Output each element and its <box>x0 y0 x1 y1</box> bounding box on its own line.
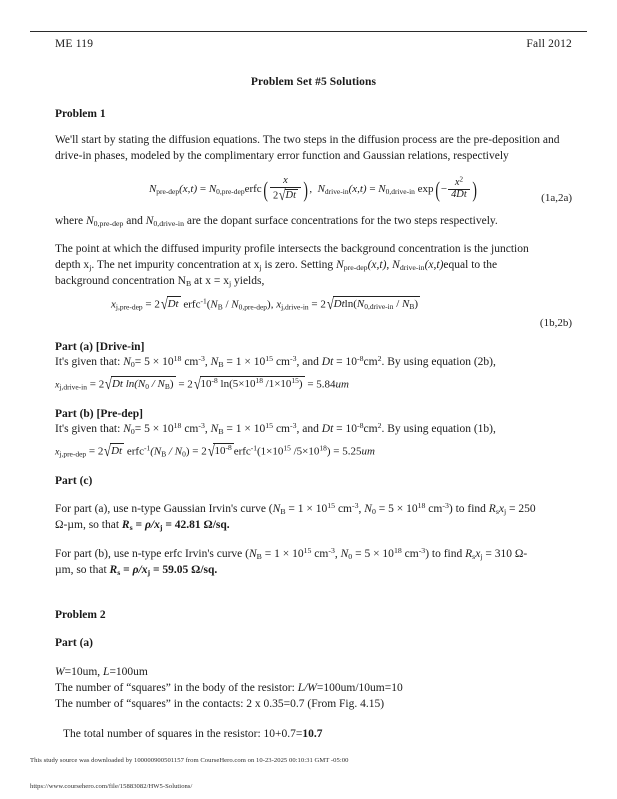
part-b-eq-x-sub: j,pre-dep <box>59 449 87 459</box>
part-a-cm-sup: -3 <box>198 353 205 363</box>
eq1b-NB: N <box>210 298 218 311</box>
part-a-Dt-unit-sup: 2 <box>377 353 382 363</box>
eq2b-sqrt <box>326 296 420 314</box>
eq1-equals: = <box>199 183 207 196</box>
part-c-p2-xj: x <box>475 548 481 561</box>
part-b-equation <box>55 443 572 461</box>
part-c-p1-slashxj: /x <box>150 518 160 531</box>
part-a-NB-sub: B <box>218 360 224 370</box>
eq2b-radicand <box>333 296 420 310</box>
part-a-radical-2: √ <box>193 375 201 393</box>
eq1b-radicand-text: Dt <box>167 298 179 311</box>
header-divider <box>30 31 587 32</box>
Ndrivein-sub: drive-in <box>399 263 425 273</box>
part-c-p2-tail: ) to find <box>425 548 466 561</box>
part-b-rad1-text: Dt <box>111 444 123 457</box>
part-b-args1-sub2: 0 <box>182 449 186 459</box>
part-b-args1: (N <box>150 445 162 458</box>
part-c-p2-NB-sub: B <box>256 552 262 562</box>
part-b-and: , and <box>296 422 322 435</box>
eq2-N-drive: N <box>317 183 325 196</box>
Npredep-args: (x,t) <box>367 259 387 272</box>
eq1-sqrt <box>278 188 298 204</box>
eq2-open-paren: ( <box>434 177 440 203</box>
N0-pre-dep-sub: 0,pre-dep <box>93 218 124 228</box>
eq1-comma: , <box>309 183 313 196</box>
part-b-given-tail: . By using equation (1b), <box>381 422 496 435</box>
part-c-p1-intro: For part (a), use n-type Gaussian Irvin's curve ( <box>55 502 273 515</box>
part-b-eq-equals-2: = <box>192 445 199 458</box>
eq2-frac-num-sup: 2 <box>459 175 463 184</box>
part-b-args2: (1×10 <box>257 445 284 458</box>
eq1-radicand <box>285 189 298 202</box>
part-b-erfc-2: erfc <box>233 445 251 458</box>
eq1-N0-sub: 0,pre-dep <box>216 187 245 197</box>
eq1b-NB-sub: B <box>217 302 223 312</box>
part-c-p1-N0-val: = 5 × 10 <box>375 502 418 515</box>
eq1-radical-sign: √ <box>279 186 286 204</box>
part-c-p1-N0: N <box>364 502 372 515</box>
part-c-paragraph-1: For part (a), use n-type Gaussian Irvin's curve ($N_B = 1 \times 10^{15}$ $cm^{-3}$, $N_0 = 5 \times 10^{18}$ $cm^{-3}$) to find $R_sx_j = 250$ Ω-µm, so that $R_s = \rho/x_j = 42.81$ Ω/sq. <box>55 500 536 532</box>
part-c-p2-val: = 310 Ω- <box>482 548 528 561</box>
equation-1b-2b <box>55 296 572 314</box>
part-c-p2-intro: For part (b), use n-type erfc Irvin's curve ( <box>55 548 249 561</box>
part-c-p1-Rs2: R <box>121 518 130 531</box>
part-b-args1-sub: B <box>161 449 167 459</box>
junction-mid-sub: j <box>259 263 262 273</box>
part-c-p2-N0-sub: 0 <box>348 552 353 562</box>
background-at-x-sub: j <box>228 279 232 289</box>
part-c-p1-tail: ) to find <box>448 502 489 515</box>
part-a-rad1-close: ) <box>169 377 174 390</box>
problem-2-total-line <box>55 727 572 743</box>
part-a-given-pre: It's given that: <box>55 356 124 369</box>
part-c-p2-N0-val: = 5 × 10 <box>352 548 394 561</box>
part-a-heading: Part (a) [Drive-in] <box>55 341 145 354</box>
part-b-Dt-unit-sup: 2 <box>377 420 382 430</box>
total-squares-value: 10.7 <box>302 727 323 740</box>
part-c-p1-cm-sup: -3 <box>352 500 359 510</box>
eq1b-N0p-sub: 0,pre-dep <box>238 302 268 312</box>
part-c-p1-N0-sub: 0 <box>371 506 376 516</box>
eq2b-coef: 2 <box>320 298 326 311</box>
part-a-given: It's given that: $N_0= 5 \times 10^{18}$ $cm^{-3}$, $N_B = 1 \times 10^{15}$ $cm^{-3}$, and $Dt = 10^{-8}cm^2$. By using equation (2b), <box>55 353 496 370</box>
part-b-given-pre: It's given that: <box>55 422 124 435</box>
eq1b-radical-sign: √ <box>160 296 168 314</box>
equation-tag-1a2a: (1a,2a) <box>541 191 572 204</box>
part-b-radicand-2 <box>213 443 233 457</box>
part-a-rad2-sup3: 15 <box>291 376 299 386</box>
part-c-p2-N0: N <box>340 548 349 561</box>
part-b-NB: N <box>210 422 219 435</box>
eq1b-comma: , <box>270 298 274 311</box>
surface-conc-text: are the dopant surface concentrations for the two steps respectively. <box>183 214 498 227</box>
resistor-length-symbol: L <box>103 666 110 679</box>
part-c-p2-rho: ρ <box>132 564 139 577</box>
eq1b-erfc-inverse: -1 <box>200 296 207 306</box>
Npredep-sub: pre-dep <box>343 263 368 273</box>
eq1-N0: N <box>208 183 217 196</box>
part-a-eq-coef-2: 2 <box>187 378 193 391</box>
part-b-cm: cm <box>181 422 199 435</box>
part-a-cm2: cm <box>273 356 291 369</box>
squares-contacts-line: The number of “squares” in the contacts: 2 x 0.35=0.7 (From Fig. 4.15) <box>55 697 385 710</box>
term-label: Fall 2012 <box>526 38 572 50</box>
part-b-args1-close: ) <box>185 445 190 458</box>
source-url[interactable]: https://www.coursehero.com/file/15883082/HW5-Solutions/ <box>30 783 193 790</box>
part-b-result: = 5.25 <box>333 445 362 458</box>
part-b-result-unit: um <box>361 445 375 458</box>
part-a-eq-equals-2: = <box>178 378 185 391</box>
part-c-p1-Rs: R <box>488 502 496 515</box>
part-a-rad1-sub: 0 <box>145 382 149 392</box>
eq2b-N0d: N <box>356 298 365 311</box>
part-b-radicand-1 <box>110 443 124 457</box>
part-b-cm2-sup: -3 <box>290 420 297 430</box>
part-b-erfc-inv: -1 <box>143 443 151 453</box>
part-b-args1-mid: / N <box>166 445 183 458</box>
problem-1-heading: Problem 1 <box>55 108 106 120</box>
part-a-radicand-2 <box>200 376 305 390</box>
part-b-Dt-unit: cm <box>363 422 378 435</box>
eq1-frac-num-x: x <box>283 174 288 186</box>
part-b-args2-sup: 15 <box>283 443 291 453</box>
part-b-Dt-val: = 10 <box>333 422 358 435</box>
part-c-p2-line2b: = 59.05 Ω/sq. <box>150 564 218 577</box>
part-c-p1-xj-sub: j <box>503 506 507 516</box>
part-c-p1-NB: N <box>272 502 281 515</box>
eq1-erfc: erfc <box>244 183 262 196</box>
eq2b-Dt: Dt <box>333 298 345 311</box>
resistor-width-value: =10um, <box>64 666 104 679</box>
part-b-eq-coef: 2 <box>97 445 104 458</box>
junction-line-1: The point at which the diffused impurity profile intersects the background concentration is the junction <box>55 243 529 256</box>
part-b-Dt-sup: -8 <box>357 420 364 430</box>
eq1-radicand-text: Dt <box>285 189 296 201</box>
eq2-fraction <box>448 175 470 201</box>
background-conc-sub: B <box>185 279 192 289</box>
part-b-erfc-inv-2: -1 <box>250 443 258 453</box>
part-c-p2-Rs-sub: s <box>472 552 476 562</box>
eq2-minus: − <box>440 183 448 196</box>
document-title: Problem Set #5 Solutions <box>250 76 377 88</box>
part-c-p2-eqrho: = <box>120 564 133 577</box>
background-at-x: at x = x <box>191 275 229 288</box>
part-a-rad1-sub2: B <box>164 382 170 392</box>
N0-drive-in-sub: 0,drive-in <box>153 218 184 228</box>
part-a-rad2-close: ) <box>298 377 303 390</box>
part-c-p2-cm2: cm <box>401 548 419 561</box>
part-a-radicand-1 <box>111 376 176 390</box>
part-a-rad2-base: 10 <box>200 377 212 390</box>
eq1-fraction <box>270 176 301 204</box>
part-c-p2-NB-sup: 15 <box>303 546 312 556</box>
part-b-N0-val: = 5 × 10 <box>134 422 174 435</box>
eq1-N-pre: N <box>148 183 157 196</box>
eq2-N-drive-sub: drive-in <box>324 187 349 197</box>
eq2-close-paren: ) <box>472 177 477 203</box>
part-b-rad2-sup: -8 <box>225 442 232 452</box>
problem-2-part-a-body <box>55 665 572 713</box>
part-b-args2-mid: /5×10 <box>290 445 320 458</box>
problem-2-heading: Problem 2 <box>55 609 106 622</box>
part-b-cm-sup: -3 <box>198 420 205 430</box>
eq2b-NB: N <box>402 298 410 311</box>
part-c-p1-NB-sub: B <box>280 506 286 516</box>
part-a-N0-sub: 0 <box>130 360 135 370</box>
part-a-N0-val: = 5 × 10 <box>134 356 174 369</box>
part-c-heading: Part (c) <box>55 474 93 487</box>
part-b-NB-val: = 1 × 10 <box>223 422 266 435</box>
part-b-erfc: erfc <box>126 445 144 458</box>
part-b-args2-close: ) <box>326 445 331 458</box>
eq1b-sqrt <box>160 296 181 314</box>
Ndrivein-symbol: N <box>392 259 400 272</box>
Ndrivein-args: (x,t) <box>424 259 444 272</box>
eq2-args: (x,t) <box>348 183 367 196</box>
eq2-exp: exp <box>417 183 434 196</box>
eq2b-ln: ln( <box>344 298 357 311</box>
part-c-p2-cm: cm <box>311 548 329 561</box>
part-c-p1-N0-sup: 18 <box>417 500 426 510</box>
part-b-eq-equals: = <box>88 445 96 458</box>
eq2-N0-sub: 0,drive-in <box>385 187 415 197</box>
part-c-p1-xj: x <box>498 502 504 515</box>
part-c-p1-cm2: cm <box>425 502 443 515</box>
part-c-p1-NB-sup: 15 <box>327 500 336 510</box>
part-a-Dt: Dt <box>321 356 334 369</box>
resistor-width-symbol: W <box>55 666 65 679</box>
part-b-radical-1: √ <box>104 442 112 460</box>
part-a-rad2-mid: /1×10 <box>262 377 292 390</box>
part-c-p1-cm: cm <box>335 502 353 515</box>
eq1b-x-sub: j,pre-dep <box>115 302 143 312</box>
eq1b-open: ( <box>206 298 211 311</box>
part-c-p2-cm2-sup: -3 <box>418 546 426 556</box>
eq1-frac-den-coef: 2 <box>273 190 279 202</box>
N0-pre-dep-symbol: N <box>85 214 94 227</box>
part-c-p1-line2b: = 42.81 Ω/sq. <box>162 518 230 531</box>
eq1b-slash: / <box>222 298 232 311</box>
eq2b-x-sub: j,drive-in <box>281 302 309 312</box>
junction-depth-sub: j <box>89 263 92 273</box>
part-b-NB-sub: B <box>218 427 224 437</box>
eq2-frac-den-text: 4Dt <box>451 189 467 201</box>
eq1b-x: x <box>111 298 116 311</box>
eq2b-x: x <box>276 298 282 311</box>
eq1b-N0p: N <box>231 298 239 311</box>
part-a-sqrt-2 <box>193 376 305 394</box>
eq2b-equals: = <box>311 298 318 311</box>
problem-1-intro: We'll start by stating the diffusion equations. The two steps in the diffusion process are the pre-deposition and drive-in phases, modeled by the complimentary error function and Gaussian relations, respectively <box>55 134 560 162</box>
part-c-p2-xj-sub: j <box>480 552 483 562</box>
eq2b-NB-sub: B <box>409 302 415 312</box>
part-b-heading: Part (b) [Pre-dep] <box>55 407 143 420</box>
part-a-equation <box>55 376 572 394</box>
problem-2-part-a-heading: Part (a) <box>55 637 93 650</box>
squares-body-value: =100um/10um=10 <box>316 682 403 695</box>
part-c-p2-slashxj: /x <box>138 564 148 577</box>
where-label: where <box>55 214 86 227</box>
eq1b-close: ) <box>267 298 271 311</box>
eq2-frac-num-x: x <box>454 177 460 189</box>
part-a-Dt-val: = 10 <box>333 356 358 369</box>
part-a-rad1-mid: / N <box>149 377 165 390</box>
and-label: and <box>123 214 146 227</box>
part-c-p1-Rs-sub: s <box>495 506 499 516</box>
junction-depth-label: depth x <box>55 259 90 272</box>
part-b-Dt: Dt <box>321 422 334 435</box>
eq2-N0: N <box>378 183 386 196</box>
part-c-p1-NB-val: = 1 × 10 <box>285 502 328 515</box>
part-c-p1-Rs-bold <box>122 519 230 531</box>
part-c-p1-val: = 250 <box>506 502 536 515</box>
part-b-args2-sup2: 18 <box>319 443 327 453</box>
part-c-paragraph-2: For part (b), use n-type erfc Irvin's curve ($N_B = 1 \times 10^{15}$ $cm^{-3}$, $N_0 = 5 \times 10^{18}$ $cm^{-3}$) to find $R_sx_j = 310$ Ω- µm, so that $R_s = \rho/x_j = 59.05$ Ω/sq. <box>55 546 528 578</box>
part-c-p2-cm-sup: -3 <box>328 546 335 556</box>
part-a-radical-1: √ <box>105 375 113 393</box>
part-a-given-tail: . By using equation (2b), <box>381 356 496 369</box>
eq1-frac-num <box>270 176 301 188</box>
part-b-rad2-base: 10 <box>214 444 226 457</box>
part-a-rad1-text: Dt ln(N <box>111 377 146 390</box>
page-header <box>55 38 572 50</box>
equation-tag-1b2b: (1b,2b) <box>539 317 572 330</box>
N0-drive-in-symbol: N <box>145 214 154 227</box>
part-a-eq-x: x <box>55 379 60 391</box>
part-a-sqrt-1 <box>104 376 175 394</box>
part-c-p2-NB: N <box>248 548 257 561</box>
part-c-p1-rho: ρ <box>144 518 151 531</box>
part-c-p2-N0-sup: 18 <box>393 546 402 556</box>
part-c-p2-Rs2: R <box>109 564 118 577</box>
part-a-N0: N <box>123 356 131 369</box>
eq1b-equals: = <box>145 298 152 311</box>
part-b-NB-sup: 15 <box>265 420 274 430</box>
part-a-rad2-ln: ln(5×10 <box>217 377 256 390</box>
course-code: ME 119 <box>55 38 94 50</box>
part-a-eq-x-sub: j,drive-in <box>59 382 87 392</box>
eq2-frac-den <box>448 190 470 201</box>
equation-1a-2a <box>55 176 572 204</box>
eq1-args: (x,t) <box>179 183 198 196</box>
equation-1a-body <box>148 174 478 204</box>
part-a-rad2-sup2: 18 <box>255 376 263 386</box>
part-b-N0-sup: 18 <box>173 420 182 430</box>
part-c-p1-Rs2-sub: s <box>129 522 133 532</box>
download-notice: This study source was downloaded by 100000900501157 from CourseHero.com on 10-23-2025 00:10:31 GMT -05:00 <box>30 757 349 764</box>
eq1b-coef: 2 <box>154 298 160 311</box>
part-c-p1-eqrho: = <box>132 518 145 531</box>
part-a-NB-val: = 1 × 10 <box>223 356 266 369</box>
part-c-p2-Rs: R <box>465 548 473 561</box>
eq1b-erfc: erfc <box>183 298 201 311</box>
eq2b-radical-sign: √ <box>326 296 334 314</box>
eq1-frac-den <box>270 188 301 204</box>
resistor-length-value: =100um <box>109 666 148 679</box>
total-squares-label: The total number of squares in the resistor: 10+0.7= <box>63 727 303 740</box>
eq2b-slash: / <box>393 298 403 311</box>
part-a-Dt-sup: -8 <box>357 353 364 363</box>
part-a-and: , and <box>296 356 322 369</box>
part-b-N0: N <box>123 422 131 435</box>
part-c-p1-xj2-sub: j <box>159 522 163 532</box>
part-a-result-unit: um <box>335 378 349 391</box>
junction-depth-paragraph: The point at which the diffused impurity profile intersects the background concentration is the junction depth $x_j$. The net impurity concentration at $x_j$ is zero. Setting $N_{pre-dep}(x,t)$, $N_{drive-in}(x,t)equal$ to the background concentration $N_B$ at $x = x_j$ yields, <box>55 243 529 289</box>
part-a-result: = 5.84 <box>307 378 336 391</box>
part-a-cm: cm <box>181 356 199 369</box>
part-c-p2-Rs-bold <box>110 564 218 576</box>
part-a-NB-sup: 15 <box>265 353 274 363</box>
eq1-open-paren: ( <box>263 177 268 203</box>
eq2-equals: = <box>369 183 376 196</box>
part-b-N0-sub: 0 <box>130 427 135 437</box>
background-yields: yields, <box>231 275 265 288</box>
part-c-p2-Rs2-sub: s <box>117 568 121 578</box>
part-b-given: It's given that: $N_0= 5 \times 10^{18}$ $cm^{-3}$, $N_B = 1 \times 10^{15}$ $cm^{-3}$, and $Dt = 10^{-8}cm^2$. By using equation (1b), <box>55 420 496 437</box>
part-a-N0-sup: 18 <box>173 353 182 363</box>
part-b-cm2: cm <box>273 422 291 435</box>
part-a-cm2-sup: -3 <box>290 353 297 363</box>
squares-body-ratio: L/W <box>297 682 317 695</box>
part-b-eq-x: x <box>55 446 60 458</box>
eq1b-radicand <box>167 296 181 310</box>
Npredep-symbol: N <box>336 259 344 272</box>
eq2b-N0d-sub: 0,drive-in <box>364 302 394 312</box>
part-a-rad2-sup: -8 <box>211 376 218 386</box>
document-content <box>55 38 572 743</box>
junction-mid-text: . The net impurity concentration at x <box>91 259 260 272</box>
part-c-p2-NB-val: = 1 × 10 <box>261 548 304 561</box>
squares-body-label: The number of “squares” in the body of the resistor: <box>55 682 298 695</box>
part-a-eq-coef: 2 <box>98 378 105 391</box>
part-c-p2-line2a: µm, so that <box>55 564 110 577</box>
eq1-close-paren: ) <box>303 177 308 203</box>
background-conc-label: background concentration N <box>55 275 186 288</box>
part-b-sqrt-1 <box>103 443 124 461</box>
part-b-radical-2: √ <box>207 442 215 460</box>
part-c-p1-line2a: Ω-µm, so that <box>55 518 122 531</box>
part-c-p2-xj2-sub: j <box>147 568 151 578</box>
part-c-p1-cm2-sup: -3 <box>442 500 449 510</box>
part-b-eq-coef-2: 2 <box>201 445 207 458</box>
junction-equal-text: equal to the <box>443 259 498 272</box>
eq2b-close: ) <box>414 298 419 311</box>
junction-setting-text: is zero. Setting <box>261 259 337 272</box>
part-a-Dt-unit: cm <box>363 356 378 369</box>
part-a-eq-equals: = <box>89 378 96 391</box>
part-a-NB: N <box>210 356 219 369</box>
after-equation-1-text <box>55 214 572 230</box>
eq1-N-pre-sub: pre-dep <box>156 187 180 197</box>
part-b-sqrt-2 <box>207 443 234 461</box>
